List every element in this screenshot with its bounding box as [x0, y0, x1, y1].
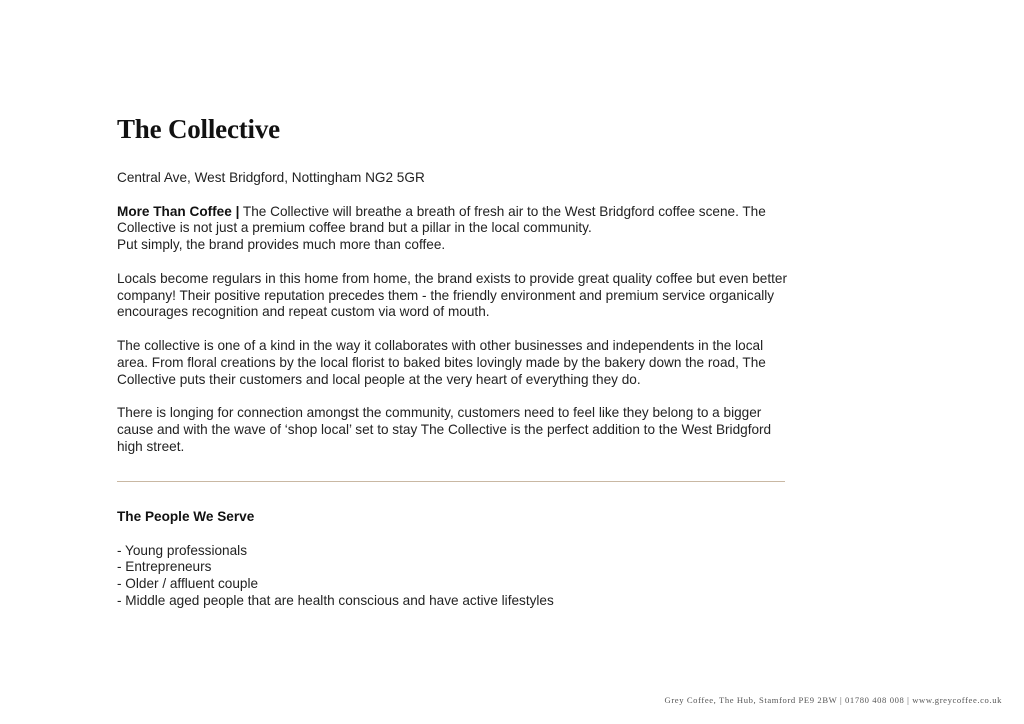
people-we-serve-section: [117, 509, 787, 610]
paragraph-connection: There is longing for connection amongst the community, customers need to feel like they belong to a bigger cause and with the wave of ‘shop local’ set to stay The Collective is the perfect addition to the West Bridgford high street.: [117, 405, 772, 454]
intro-lead: More Than Coffee |: [117, 203, 240, 219]
list-item: - Middle aged people that are health conscious and have active lifestyles: [117, 592, 554, 608]
intro-line-1: The Collective will breathe a breath of fresh air to the West Bridgford coffee scene. The Collective is not just a premium coffee brand but a pillar in the local community.: [117, 203, 766, 236]
intro-line-2: Put simply, the brand provides much more than coffee.: [117, 237, 446, 253]
paragraph-collaboration: The collective is one of a kind in the way it collaborates with other businesses and independents in the local area. From floral creations by the local florist to baked bites lovingly made by the bakery down the road, The Collective puts their customers and local people at the very heart of everything they do.: [117, 337, 766, 387]
list-item: - Young professionals: [117, 542, 247, 558]
address-text: Central Ave, West Bridgford, Nottingham NG2 5GR: [117, 170, 425, 185]
section-divider: [117, 481, 785, 482]
people-list: [117, 543, 787, 610]
list-item: - Entrepreneurs: [117, 559, 212, 575]
paragraph-locals: Locals become regulars in this home from home, the brand exists to provide great quality coffee but even better company! Their positive reputation precedes them - the friendly environment and premium service organically encourages recognition and repeat custom via word of mouth.: [117, 270, 787, 320]
page-footer: Grey Coffee, The Hub, Stamford PE9 2BW | 01780 408 008 | www.greycoffee.co.uk: [664, 695, 1002, 705]
list-item: - Older / affluent couple: [117, 576, 259, 592]
intro-paragraph: [117, 204, 787, 254]
people-heading: The People We Serve: [117, 509, 255, 524]
description-body: [117, 170, 787, 472]
page-title: The Collective: [117, 114, 280, 144]
